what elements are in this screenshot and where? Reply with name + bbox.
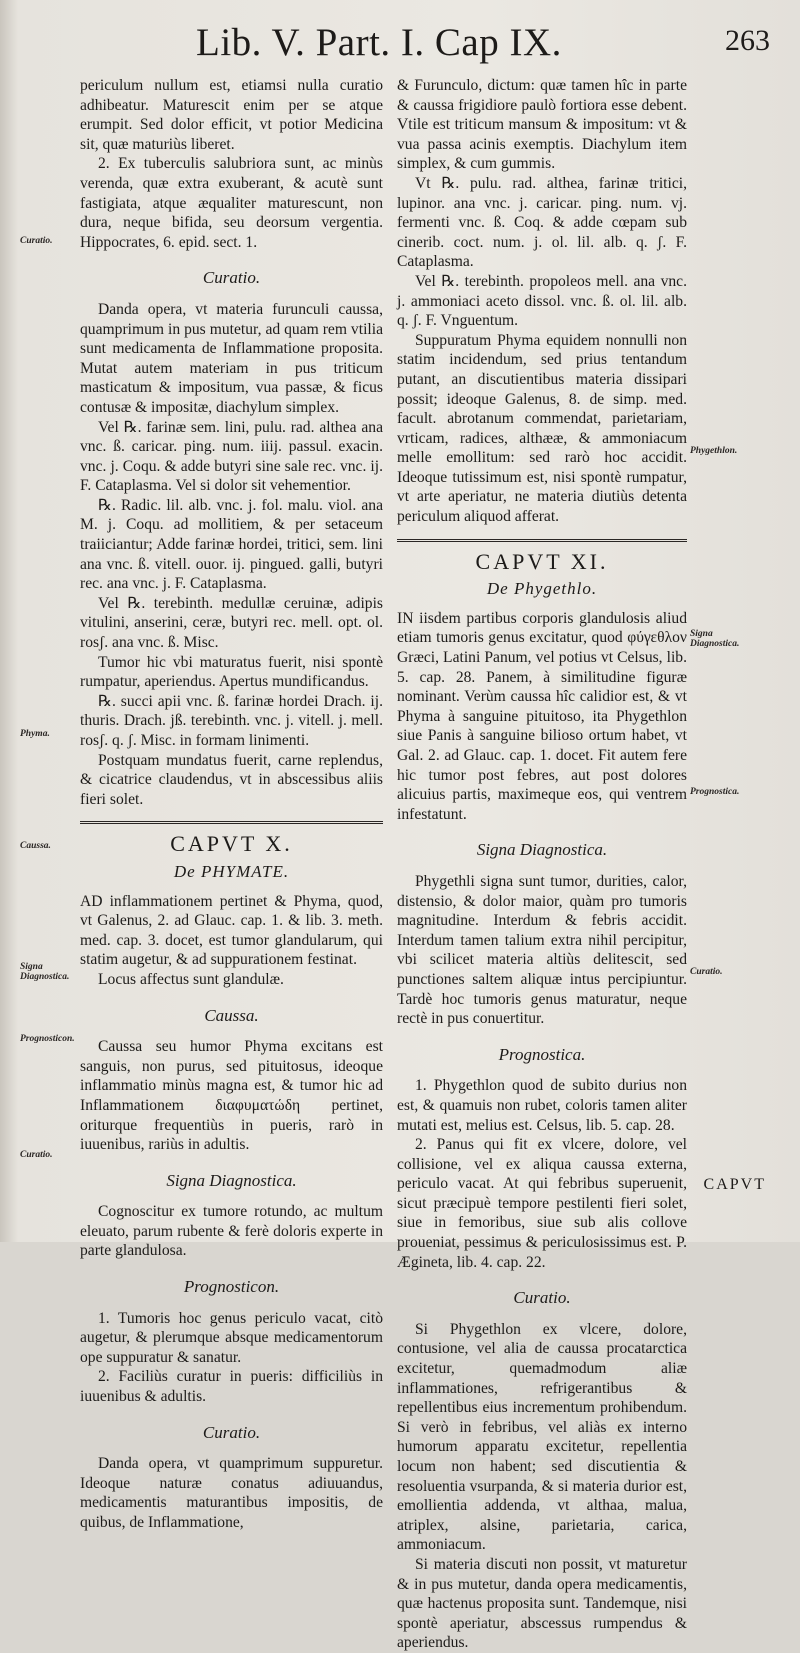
paragraph: Phygethli signa sunt tumor, durities, calor, distensio, & dolor maior, quàm pro tumoris magnitudine. Interdum & febris accidit. Interdum tamen talium extra nihil percipitur, vbi scilicet materia altiùs delitescit, sed punctiones saltem aliquæ intus percipiuntur. Tardè hoc tumoris genus maturatur, neque rectè in pus conuertitur. (397, 872, 687, 1028)
chapter-subtitle-xi: De Phygethlo. (486, 579, 598, 599)
paragraph: ℞. Radic. lil. alb. vnc. j. fol. malu. viol. ana M. j. Coqu. ad mollitiem, & per setaceum traiiciantur; Adde farinæ hordei, tritici, sem. lini ana vnc. ß. vitell. ouor. ij. pingued. galli, butyri rec. ana vnc. j. F. Cataplasma. (80, 496, 383, 593)
paragraph: periculum nullum est, etiamsi nulla curatio adhibeatur. Maturescit enim per se atque erumpit. Sed dolor efficit, vt potior Medicina sit, quæ maturiùs liberet. (80, 77, 383, 153)
chapter-subtitle-x: De PHYMATE. (173, 861, 290, 881)
paragraph: 1. Tumoris hoc genus periculo vacat, citò augetur, & plerumque absque medicamentorum ope suppuratur & sanatur. (80, 1309, 383, 1366)
paragraph: Vel ℞. farinæ sem. lini, pulu. rad. althea ana vnc. ß. caricar. ping. num. iiij. passul. exacin. vnc. j. Coqu. & adde butyri sine sale rec. vnc. ij. F. Cataplasma. Vel si dolor sit vehementior. (80, 418, 383, 495)
paragraph: & Furunculo, dictum: quæ tamen hîc in parte & caussa frigidiore paulò fortiora esse debent. Vtile est triticum mansum & impositum: vt & vua passa acinis exemptis. Diachylum item simplex, & cum gummis. (397, 77, 687, 173)
section-heading-prognostica: Prognostica. (498, 1044, 586, 1064)
margin-note-prognosticon: Prognosticon. (20, 1034, 75, 1044)
margin-note-signa-right: Signa Diagnostica. (690, 629, 740, 649)
margin-note-curatio-2: Curatio. (20, 1150, 53, 1160)
chapter-divider (397, 539, 687, 542)
paragraph: Postquam mundatus fuerit, carne replendus, & cicatrice claudendus, vt in abscessibus aliis fieri solet. (80, 751, 383, 808)
section-heading-prognosticon: Prognosticon. (183, 1277, 280, 1297)
paragraph: 2. Ex tuberculis salubriora sunt, ac minùs verenda, quæ extra exuberant, & acutè sunt fastigiata, atque æqualiter maturescunt, non dura, neque bifida, seu deorsum vergentia. Hippocrates, 6. epid. sect. 1. (80, 155, 383, 251)
paragraph: 2. Panus qui fit ex vlcere, dolore, vel collisione, vel ex aliqua caussa externa, periculo vacat. At qui febribus superuenit, sicut præcipuè tempore pestilenti fieri solet, siue in femoribus, siue sub alis collove proueniat, pessimus & periculosissimus est. P. Ægineta, lib. 4. cap. 22. (397, 1136, 687, 1271)
chapter-intro: IN iisdem partibus corporis glandulosis aliud etiam tumoris genus excitatur, quod φύγεθλον Græci, Latini Panum, vel potius vt Celsus, lib. 5. cap. 28. Panem, à similitudine figuræ nominant. Verùm caussa hîc calidior est, & vt Phyma à sanguine pituitoso, ita Phygethlon siue Panis à sanguine bilioso ortum habet, vt Gal. 2. ad Glauc. cap. 1. docet. Fit autem fere hic tumor post febres, aut post dolores alicuius partis, maximeque eos, qui ventrem infestatunt. (397, 609, 687, 823)
margin-note-prognostica: Prognostica. (690, 787, 740, 797)
margin-note-phygethlon: Phygethlon. (690, 446, 738, 456)
paragraph: Vel ℞. terebinth. medullæ ceruinæ, adipis vitulini, anserini, ceræ, butyri rec. mell. opt. ol. rosʃ. ana vnc. ß. Misc. (80, 594, 383, 652)
running-head: Lib. V. Part. I. Cap IX. (196, 21, 562, 64)
chapter-intro: AD inflammationem pertinet & Phyma, quod, vt Galenus, 2. ad Glauc. cap. 1. & lib. 3. meth. med. cap. 3. docet, est tumor glandularum, qui statim augetur, & ad suppurationem festinat. (80, 892, 383, 969)
chapter-divider (80, 821, 383, 824)
left-column (80, 76, 383, 1533)
section-heading-curatio-2: Curatio. (202, 1422, 261, 1442)
paragraph: Vel ℞. terebinth. propoleos mell. ana vnc. j. ammoniaci aceto dissol. vnc. ß. ol. lil. alb. q. ʃ. F. Vnguentum. (397, 272, 687, 330)
chapter-title-xi: CAPVT XI. (475, 548, 609, 574)
section-heading-signa-right: Signa Diagnostica. (476, 840, 608, 860)
paragraph: 1. Phygethlon quod de subito durius non est, & quamuis non rubet, coloris tamen aliter mutati est, melius est. Celsus, lib. 5. cap. 28. (397, 1077, 687, 1134)
margin-note-curatio: Curatio. (20, 236, 53, 246)
paragraph: Cognoscitur ex tumore rotundo, ac multum eleuato, parum rubente & ferè doloris experte in parte glandulosa. (80, 1203, 383, 1260)
margin-note-signa: Signa Diagnostica. (20, 962, 70, 982)
paragraph: Suppuratum Phyma equidem nonnulli non statim incidendum, sed prius tentandum putant, an discutientibus materia dissipari possit; ideoque Galenus, 8. de simp. med. facult. abrotanum commendat, parietariam, vrticam, radices, althææ, & ammoniacum melle emollitum: sed rarò hoc accidit. Ideoque tutissimum est, nisi spontè rumpatur, vt arte aperiatur, ne materia diutiùs detenta periculum aliquod afferat. (397, 331, 687, 526)
paragraph: Danda opera, vt materia furunculi caussa, quamprimum in pus mutetur, ad quam rem vtilia sunt medicamenta de Inflammatione proposita. Mutat autem materiam in pus triticum masticatum & impositum, vua passæ, & ficus contusæ & impositæ, diachylum simplex. (80, 300, 383, 416)
paragraph: Tumor hic vbi maturatus fuerit, nisi spontè rumpatur, aperiendus. Apertus mundificandus. (80, 653, 383, 691)
paragraph: Si materia discuti non possit, vt maturetur & in pus mutetur, danda opera medicamentis, quæ hactenus proposita sunt. Tandemque, nisi spontè aperiatur, abscessus rumpendus & aperiendus. (397, 1555, 687, 1652)
paragraph: ℞. succi apii vnc. ß. farinæ hordei Drach. ij. thuris. Drach. jß. terebinth. vnc. j. vitell. j. mell. rosʃ. q. ʃ. Misc. in formam linimenti. (80, 692, 383, 749)
catchword: CAPVT (703, 1176, 766, 1193)
section-heading-caussa: Caussa. (204, 1005, 259, 1025)
page-number: 263 (725, 24, 770, 57)
section-heading-curatio: Curatio. (202, 268, 261, 288)
page-header (0, 20, 800, 70)
paragraph: Vt ℞. pulu. rad. althea, farinæ tritici, lupinor. ana vnc. j. caricar. ping. num. vj. fermenti vnc. ß. Coq. & adde cœpam sub cinerib. coct. num. j. ol. lil. alb. q. ʃ. F. Cataplasma. (397, 174, 687, 271)
paragraph: Caussa seu humor Phyma excitans est sanguis, non purus, sed pituitosus, ideoque inflammatio minùs magna est, & tumor hic ad Inflammationem διαφυματώδη pertinet, oriturque frequentiùs in pueris, rarò in iuuenibus, rariùs in adultis. (80, 1038, 383, 1154)
paragraph: Locus affectus sunt glandulæ. (98, 970, 284, 988)
chapter-title-x: CAPVT X. (170, 831, 293, 857)
paragraph: Si Phygethlon ex vlcere, dolore, contusione, vel alia de caussa procatarctica excitetur, quemadmodum aliæ inflammationes, refrigerantibus & repellentibus eius incrementum prohibendum. Si verò in febribus, vel aliàs ex interno humorum apparatu excitetur, repellentia locum non habent; sed discutientia & resoluentia vsurpanda, & si materia durior est, emollientia addenda, vt althaa, malua, atriplex, alsine, parietaria, carica, ammoniacum. (397, 1320, 687, 1554)
section-heading-curatio-right: Curatio. (513, 1288, 571, 1308)
right-column (397, 76, 687, 1653)
paragraph: 2. Faciliùs curatur in pueris: difficiliùs in iuuenibus & adultis. (80, 1368, 383, 1406)
paragraph: Danda opera, vt quamprimum suppuretur. Ideoque naturæ conatus adiuuandus, medicamentis maturantibus impositis, de quibus, de Inflammatione, (80, 1455, 383, 1531)
margin-note-curatio-right: Curatio. (690, 967, 723, 977)
margin-note-caussa: Caussa. (20, 841, 51, 851)
margin-note-phyma: Phyma. (20, 729, 50, 739)
section-heading-signa: Signa Diagnostica. (166, 1170, 297, 1190)
